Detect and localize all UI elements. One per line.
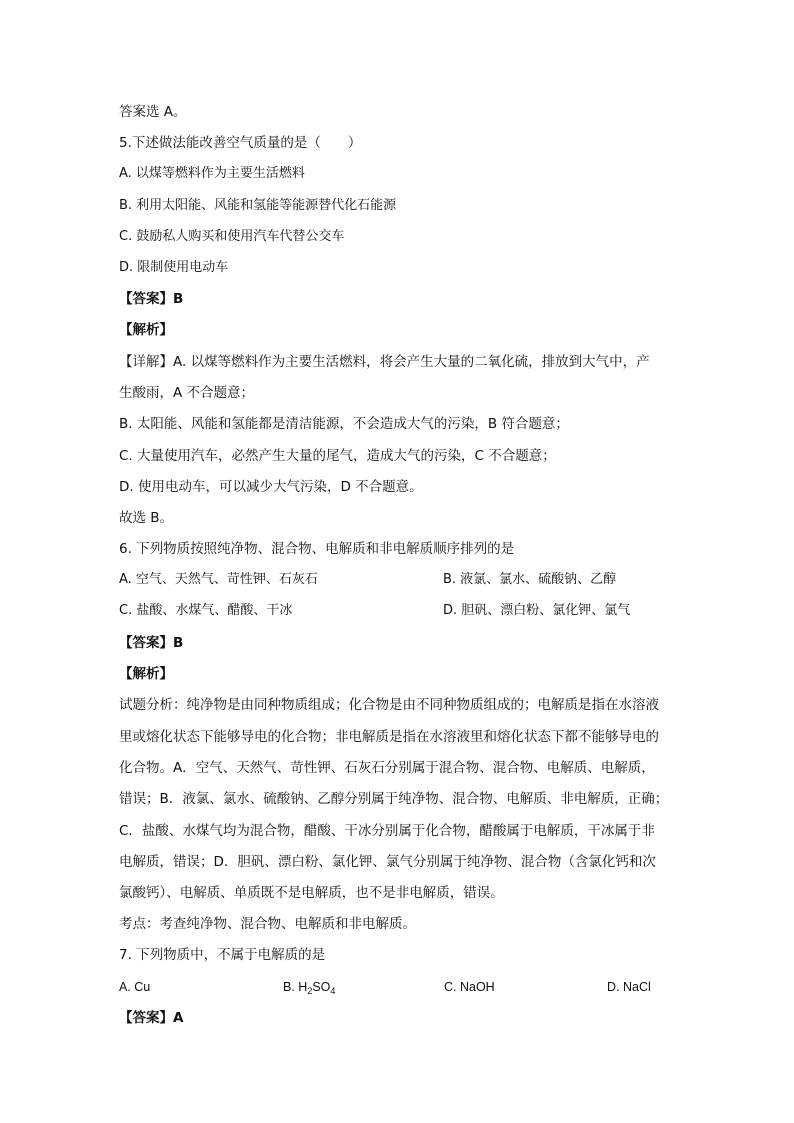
question-6-analysis-label: 【解析】 [119, 666, 173, 682]
question-6-option-b: B. 液氯、氯水、硫酸钠、乙醇 [443, 572, 617, 587]
question-5-detail-line-1: 【详解】A. 以煤等燃料作为主要生活燃料，将会产生大量的二氧化硫，排放到大气中，产 [119, 354, 650, 370]
question-6-analysis-line-2: 里或熔化状态下能够导电的化合物；非电解质是指在水溶液里和熔化状态下都不能够导电的 [119, 729, 659, 745]
question-6-analysis-line-3: 化合物。A．空气、天然气、苛性钾、石灰石分别属于混合物、混合物、电解质、电解质， [119, 760, 655, 776]
question-5-answer: 【答案】B [119, 291, 184, 307]
question-7-answer: 【答案】A [119, 1010, 184, 1026]
question-5-option-a: A. 以煤等燃料作为主要生活燃料 [119, 166, 305, 181]
question-6-analysis-line-7: 氯酸钙）、电解质、单质既不是电解质，也不是非电解质，错误。 [119, 885, 504, 901]
question-6-option-a: A. 空气、天然气、苛性钾、石灰石 [119, 572, 318, 587]
question-6-analysis-line-5: C．盐酸、水煤气均为混合物，醋酸、干冰分别属于化合物，醋酸属于电解质，干冰属于非 [119, 823, 655, 839]
question-6-stem: 6. 下列物质按照纯净物、混合物、电解质和非电解质顺序排列的是 [119, 541, 515, 557]
question-5-stem: 5.下述做法能改善空气质量的是（ ） [119, 135, 362, 151]
question-6-analysis-line-4: 错误；B．液氯、氯水、硫酸钠、乙醇分别属于纯净物、混合物、电解质、非电解质，正确； [119, 791, 669, 807]
question-5-option-c: C. 鼓励私人购买和使用汽车代替公交车 [119, 229, 345, 244]
question-7-option-d: D. NaCl [607, 980, 651, 994]
question-6-answer: 【答案】B [119, 635, 184, 651]
question-6-kaodian: 考点：考查纯净物、混合物、电解质和非电解质。 [119, 916, 416, 932]
question-7-option-b: B. $H_2SO_4$ [283, 980, 336, 996]
question-5-conclusion: 故选 B。 [119, 510, 174, 526]
question-6-analysis-line-6: 电解质，错误；D．胆矾、漂白粉、氯化钾、氯气分别属于纯净物、混合物（含氯化钙和次 [119, 854, 656, 870]
question-7-option-c: C. NaOH [444, 980, 495, 994]
question-5-analysis-label: 【解析】 [119, 322, 173, 338]
question-6-option-d: D. 胆矾、漂白粉、氯化钾、氯气 [443, 603, 631, 618]
previous-answer-conclusion: 答案选 A。 [119, 104, 187, 120]
question-6-analysis-line-1: 试题分析：纯净物是由同种物质组成；化合物是由不同种物质组成的；电解质是指在水溶液 [119, 697, 659, 713]
question-6-option-c: C. 盐酸、水煤气、醋酸、干冰 [119, 603, 293, 618]
question-5-option-d: D. 限制使用电动车 [119, 260, 229, 275]
question-5-detail-line-4: C. 大量使用汽车，必然产生大量的尾气，造成大气的污染，C 不合题意； [119, 448, 556, 464]
question-7-stem: 7. 下列物质中，不属于电解质的是 [119, 947, 326, 963]
question-7-option-a: A. Cu [119, 980, 151, 994]
question-5-detail-line-5: D. 使用电动车，可以减少大气污染，D 不合题意。 [119, 479, 423, 495]
question-5-detail-line-2: 生酸雨，A 不合题意； [119, 385, 255, 401]
question-5-option-b: B. 利用太阳能、风能和氢能等能源替代化石能源 [119, 198, 397, 213]
question-5-detail-line-3: B. 太阳能、风能和氢能都是清洁能源，不会造成大气的污染，B 符合题意； [119, 416, 569, 432]
